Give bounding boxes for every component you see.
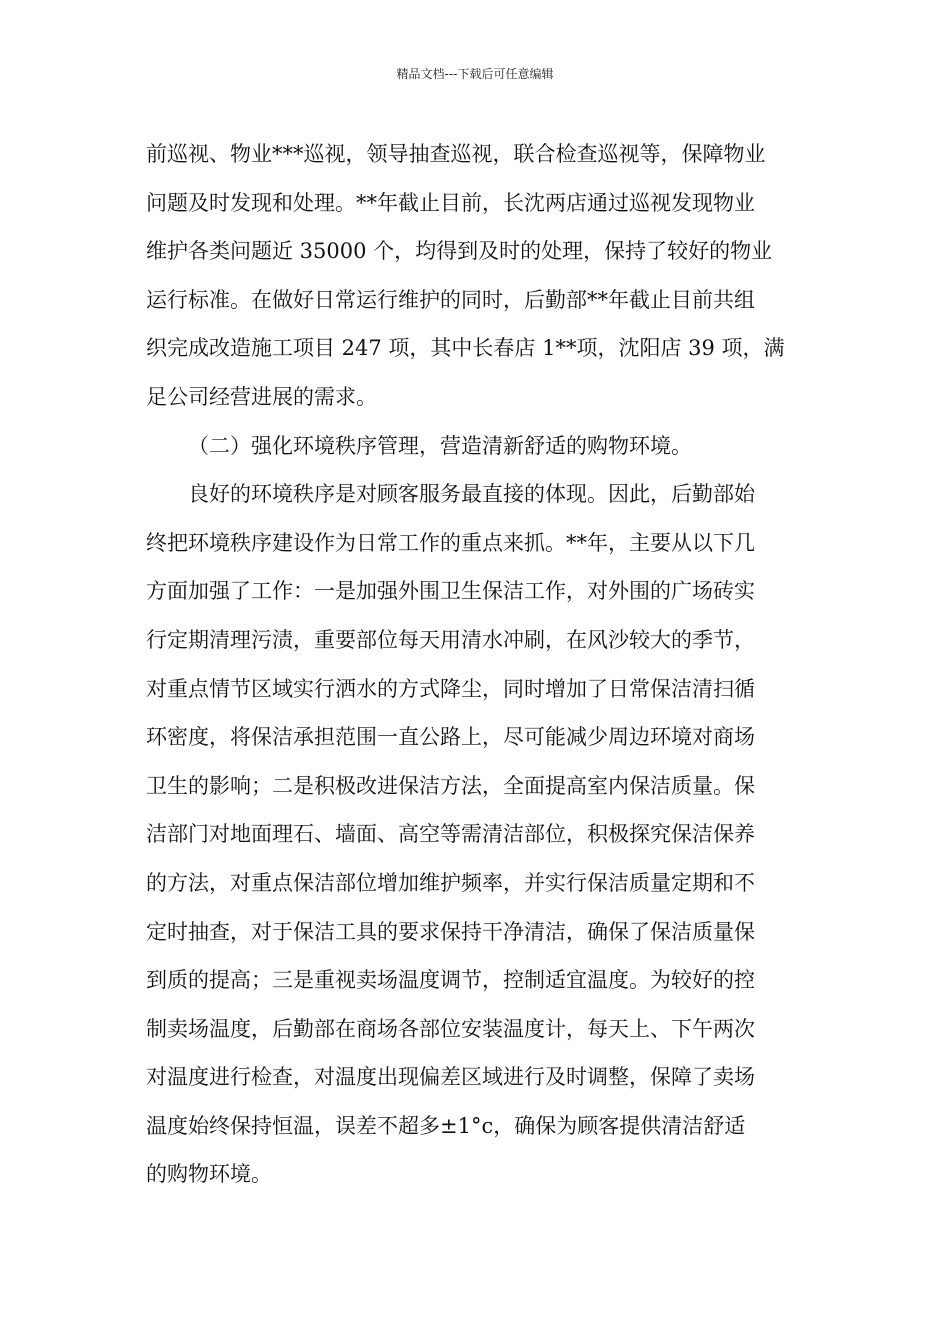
text-line: 温度始终保持恒温，误差不超多±1°c，确保为顾客提供清洁舒适 <box>146 1113 746 1138</box>
text-line: 维护各类问题近 35000 个，均得到及时的处理，保持了较好的物业 <box>146 239 773 264</box>
document-body <box>146 130 810 1199</box>
text-line: 定时抽查，对于保洁工具的要求保持干净清洁，确保了保洁质量保 <box>146 919 755 944</box>
text-line: 到质的提高；三是重视卖场温度调节，控制适宜温度。为较好的控 <box>146 968 755 993</box>
text-line: 的购物环境。 <box>146 1162 272 1187</box>
text-line: 织完成改造施工项目 247 项，其中长春店 1**项，沈阳店 39 项，满 <box>146 336 785 361</box>
text-line: 足公司经营进展的需求。 <box>146 384 377 409</box>
text-line: 方面加强了工作：一是加强外围卫生保洁工作，对外围的广场砖实 <box>146 579 755 604</box>
text-line: 良好的环境秩序是对顾客服务最直接的体现。因此，后勤部始 <box>188 482 755 507</box>
text-line: 行定期清理污渍，重要部位每天用清水冲刷，在风沙较大的季节， <box>146 627 755 652</box>
text-line: 环密度，将保洁承担范围一直公路上，尽可能减少周边环境对商场 <box>146 725 755 750</box>
text-line: 对温度进行检查，对温度出现偏差区域进行及时调整，保障了卖场 <box>146 1065 755 1090</box>
text-line: 制卖场温度，后勤部在商场各部位安装温度计，每天上、下午两次 <box>146 1016 755 1041</box>
section-heading: （二）强化环境秩序管理，营造清新舒适的购物环境。 <box>188 433 692 458</box>
text-line: 对重点情节区域实行洒水的方式降尘，同时增加了日常保洁清扫循 <box>146 676 755 701</box>
page-header: 精品文档---下载后可任意编辑 <box>396 67 554 81</box>
text-line: 前巡视、物业***巡视，领导抽查巡视，联合检查巡视等，保障物业 <box>146 142 766 166</box>
text-line: 的方法，对重点保洁部位增加维护频率，并实行保洁质量定期和不 <box>146 870 755 895</box>
text-line: 运行标准。在做好日常运行维护的同时，后勤部**年截止目前共组 <box>146 287 755 312</box>
text-line: 终把环境秩序建设作为日常工作的重点来抓。**年，主要从以下几 <box>146 530 755 555</box>
text-line: 卫生的影响；二是积极改进保洁方法，全面提高室内保洁质量。保 <box>146 773 755 798</box>
text-line: 问题及时发现和处理。**年截止目前，长沈两店通过巡视发现物业 <box>146 190 755 215</box>
text-line: 洁部门对地面理石、墙面、高空等需清洁部位，积极探究保洁保养 <box>146 822 755 847</box>
